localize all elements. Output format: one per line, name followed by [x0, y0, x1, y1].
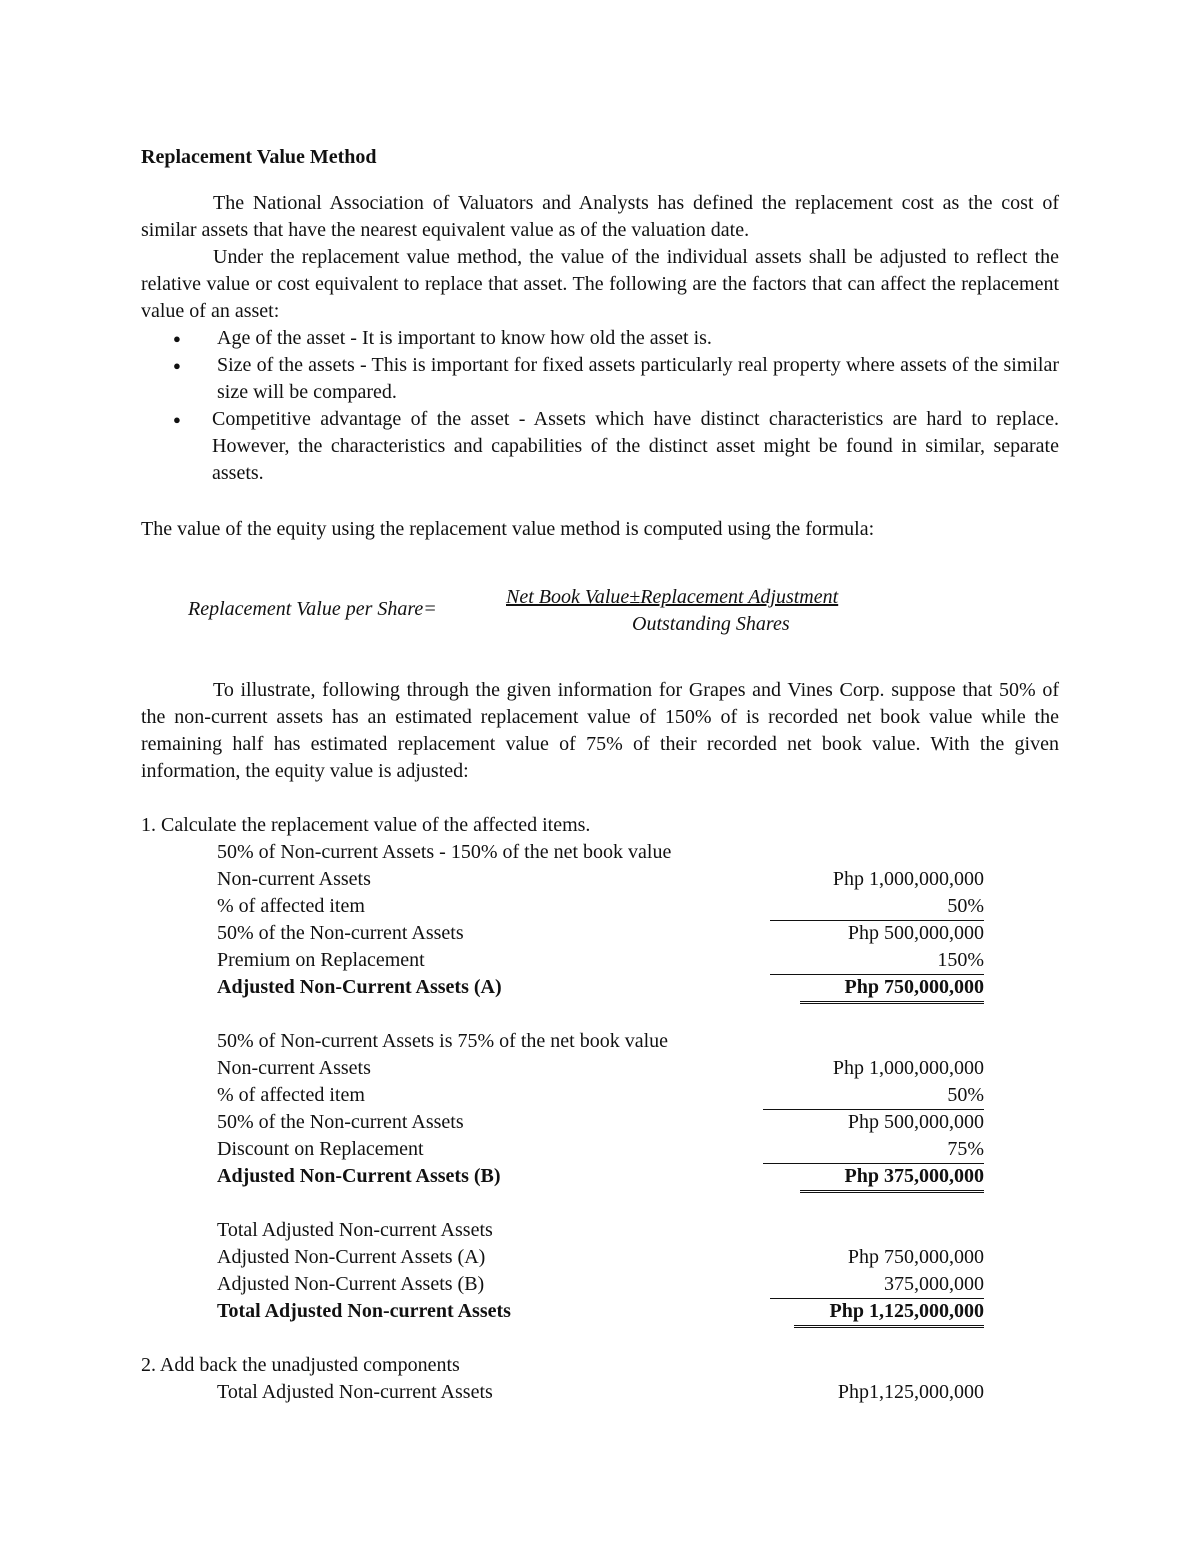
row-label: Non-current Assets [217, 868, 371, 890]
row-value: 150% [770, 947, 984, 975]
row-label: Adjusted Non-Current Assets (B) [217, 1165, 501, 1187]
row-label: % of affected item [217, 1084, 365, 1106]
row-value: Php 750,000,000 [800, 974, 984, 1004]
bullet-item: ● Age of the asset - It is important to know how old the asset is. [141, 325, 1059, 352]
row-value: Php 1,125,000,000 [794, 1298, 984, 1328]
factor-list [141, 325, 1059, 487]
table-row [217, 1217, 984, 1244]
row-label: Adjusted Non-Current Assets (A) [217, 1246, 486, 1268]
row-value: Php1,125,000,000 [837, 1381, 984, 1403]
paragraph-definition: The National Association of Valuators and Analysts has defined the replacement cost as the cost of similar assets that have the nearest equivalent value as of the valuation date. [141, 192, 1059, 241]
table-row [217, 1082, 984, 1109]
row-value: Php 375,000,000 [800, 1163, 984, 1193]
table-row [217, 1244, 984, 1271]
row-value: 50% [770, 893, 984, 921]
row-value: Php 500,000,000 [847, 1111, 984, 1133]
table-row [217, 920, 984, 947]
formula-denominator: Outstanding Shares [632, 613, 790, 635]
row-value: 75% [763, 1136, 984, 1164]
paragraph-formula-intro: The value of the equity using the replacement value method is computed using the formula: [141, 518, 875, 540]
row-label: 50% of the Non-current Assets [217, 922, 464, 944]
bullet-item: ● Size of the assets - This is important for fixed assets particularly real property where assets of the similar size will be compared. [141, 352, 1059, 406]
table-row [217, 1379, 984, 1406]
step-1-heading: 1. Calculate the replacement value of the affected items. [141, 814, 591, 836]
row-value: 50% [763, 1082, 984, 1110]
row-label: Premium on Replacement [217, 949, 425, 971]
table-total-row [217, 1298, 984, 1325]
row-value: Php 750,000,000 [847, 1246, 984, 1268]
row-label: % of affected item [217, 895, 365, 917]
row-value: 375,000,000 [770, 1271, 984, 1299]
row-label: Discount on Replacement [217, 1138, 424, 1160]
row-label: 50% of Non-current Assets is 75% of the net book value [217, 1030, 669, 1052]
row-label: Adjusted Non-Current Assets (A) [217, 976, 502, 998]
table-total-row [217, 974, 984, 1001]
formula-numerator: Net Book Value±Replacement Adjustment [506, 586, 839, 608]
row-label: Total Adjusted Non-current Assets [217, 1381, 493, 1403]
row-label: 50% of Non-current Assets - 150% of the net book value [217, 841, 672, 863]
table-row [217, 1109, 984, 1136]
table-row [217, 839, 984, 866]
row-value: Php 1,000,000,000 [832, 868, 984, 890]
table-row [217, 1136, 984, 1163]
row-value: Php 500,000,000 [847, 922, 984, 944]
paragraph-illustration: To illustrate, following through the given information for Grapes and Vines Corp. suppose that 50% of the non-current assets has an estimated replacement value of 150% of is recorded net book value while the remaining half has estimated replacement value of 75% of their recorded net book value. With the given information, the equity value is adjusted: [141, 679, 1059, 782]
table-row [217, 866, 984, 893]
paragraph-method: Under the replacement value method, the value of the individual assets shall be adjusted to reflect the relative value or cost equivalent to replace that asset. The following are the factors that can affect the replacement value of an asset: [141, 246, 1059, 322]
table-total-row [217, 1163, 984, 1190]
section-title: Replacement Value Method [141, 146, 377, 168]
table-row [217, 947, 984, 974]
table-row [217, 893, 984, 920]
row-value: Php 1,000,000,000 [832, 1057, 984, 1079]
table-row [217, 1271, 984, 1298]
step-2-heading: 2. Add back the unadjusted components [141, 1354, 460, 1376]
table-row [217, 1055, 984, 1082]
row-label: Total Adjusted Non-current Assets [217, 1219, 493, 1241]
bullet-item: ● Competitive advantage of the asset - Assets which have distinct characteristics are hard to replace. However, the characteristics and capabilities of the distinct asset might be found in similar, separate assets. [141, 406, 1059, 487]
formula-lhs: Replacement Value per Share= [188, 598, 437, 620]
row-label: 50% of the Non-current Assets [217, 1111, 464, 1133]
row-label: Non-current Assets [217, 1057, 371, 1079]
row-label: Total Adjusted Non-current Assets [217, 1300, 511, 1322]
row-label: Adjusted Non-Current Assets (B) [217, 1273, 485, 1295]
table-row [217, 1028, 984, 1055]
